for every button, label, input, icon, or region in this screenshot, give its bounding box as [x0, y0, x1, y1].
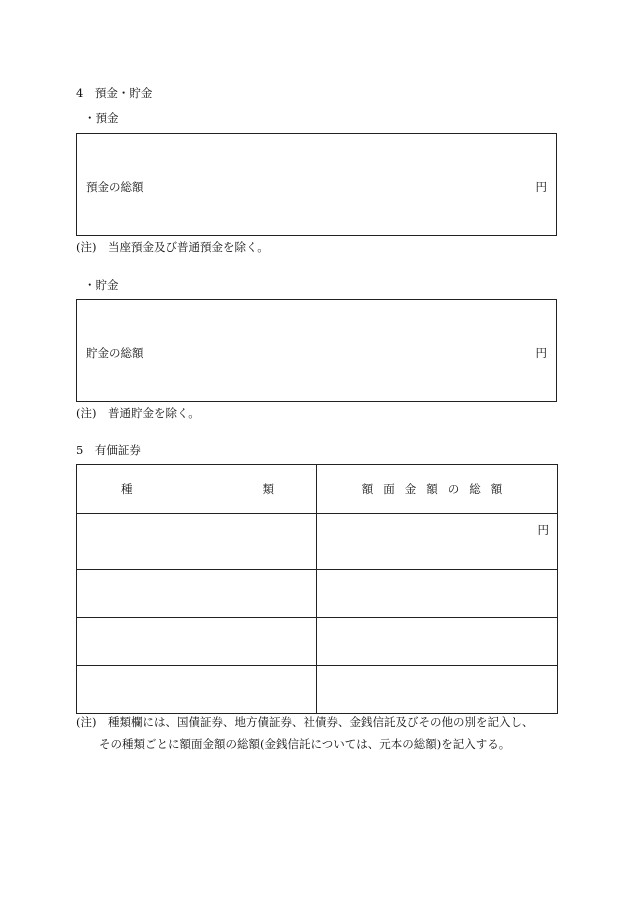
securities-table-header [77, 465, 558, 514]
savings-total-label: 貯金の総額 [86, 346, 144, 360]
section-4-heading: 4 預金・貯金 [76, 86, 153, 100]
table-row [77, 666, 558, 714]
amount-cell[interactable] [317, 570, 558, 618]
type-cell[interactable] [77, 570, 317, 618]
securities-table [76, 464, 558, 714]
amount-cell[interactable] [317, 666, 558, 714]
type-cell[interactable] [77, 666, 317, 714]
amount-cell[interactable] [317, 514, 558, 570]
table-row [77, 514, 558, 570]
section-5-heading: 5 有価証券 [76, 443, 141, 457]
amount-yen-unit: 円 [537, 523, 549, 537]
securities-note-line-2: その種類ごとに額面金額の総額(金銭信託については、元本の総額)を記入する。 [99, 737, 511, 751]
deposit-subheading: ・預金 [84, 111, 119, 125]
savings-box [76, 299, 557, 402]
header-type [77, 465, 317, 514]
type-cell[interactable] [77, 618, 317, 666]
securities-note-line-1: (注) 種類欄には、国債証券、地方債証券、社債券、金銭信託及びその他の別を記入し、 [76, 715, 534, 729]
savings-subheading: ・貯金 [84, 278, 119, 292]
deposit-box [76, 133, 557, 236]
header-type-right: 類 [262, 482, 274, 496]
deposit-total-label: 預金の総額 [86, 180, 144, 194]
deposit-note: (注) 当座預金及び普通預金を除く。 [76, 240, 269, 254]
amount-cell[interactable] [317, 618, 558, 666]
table-row [77, 570, 558, 618]
savings-note: (注) 普通貯金を除く。 [76, 406, 200, 420]
type-cell[interactable] [77, 514, 317, 570]
table-row [77, 618, 558, 666]
header-amount: 額面金額の総額 [317, 465, 558, 514]
deposit-yen-unit: 円 [535, 180, 547, 194]
savings-yen-unit: 円 [535, 346, 547, 360]
header-type-left: 種 [121, 482, 133, 496]
